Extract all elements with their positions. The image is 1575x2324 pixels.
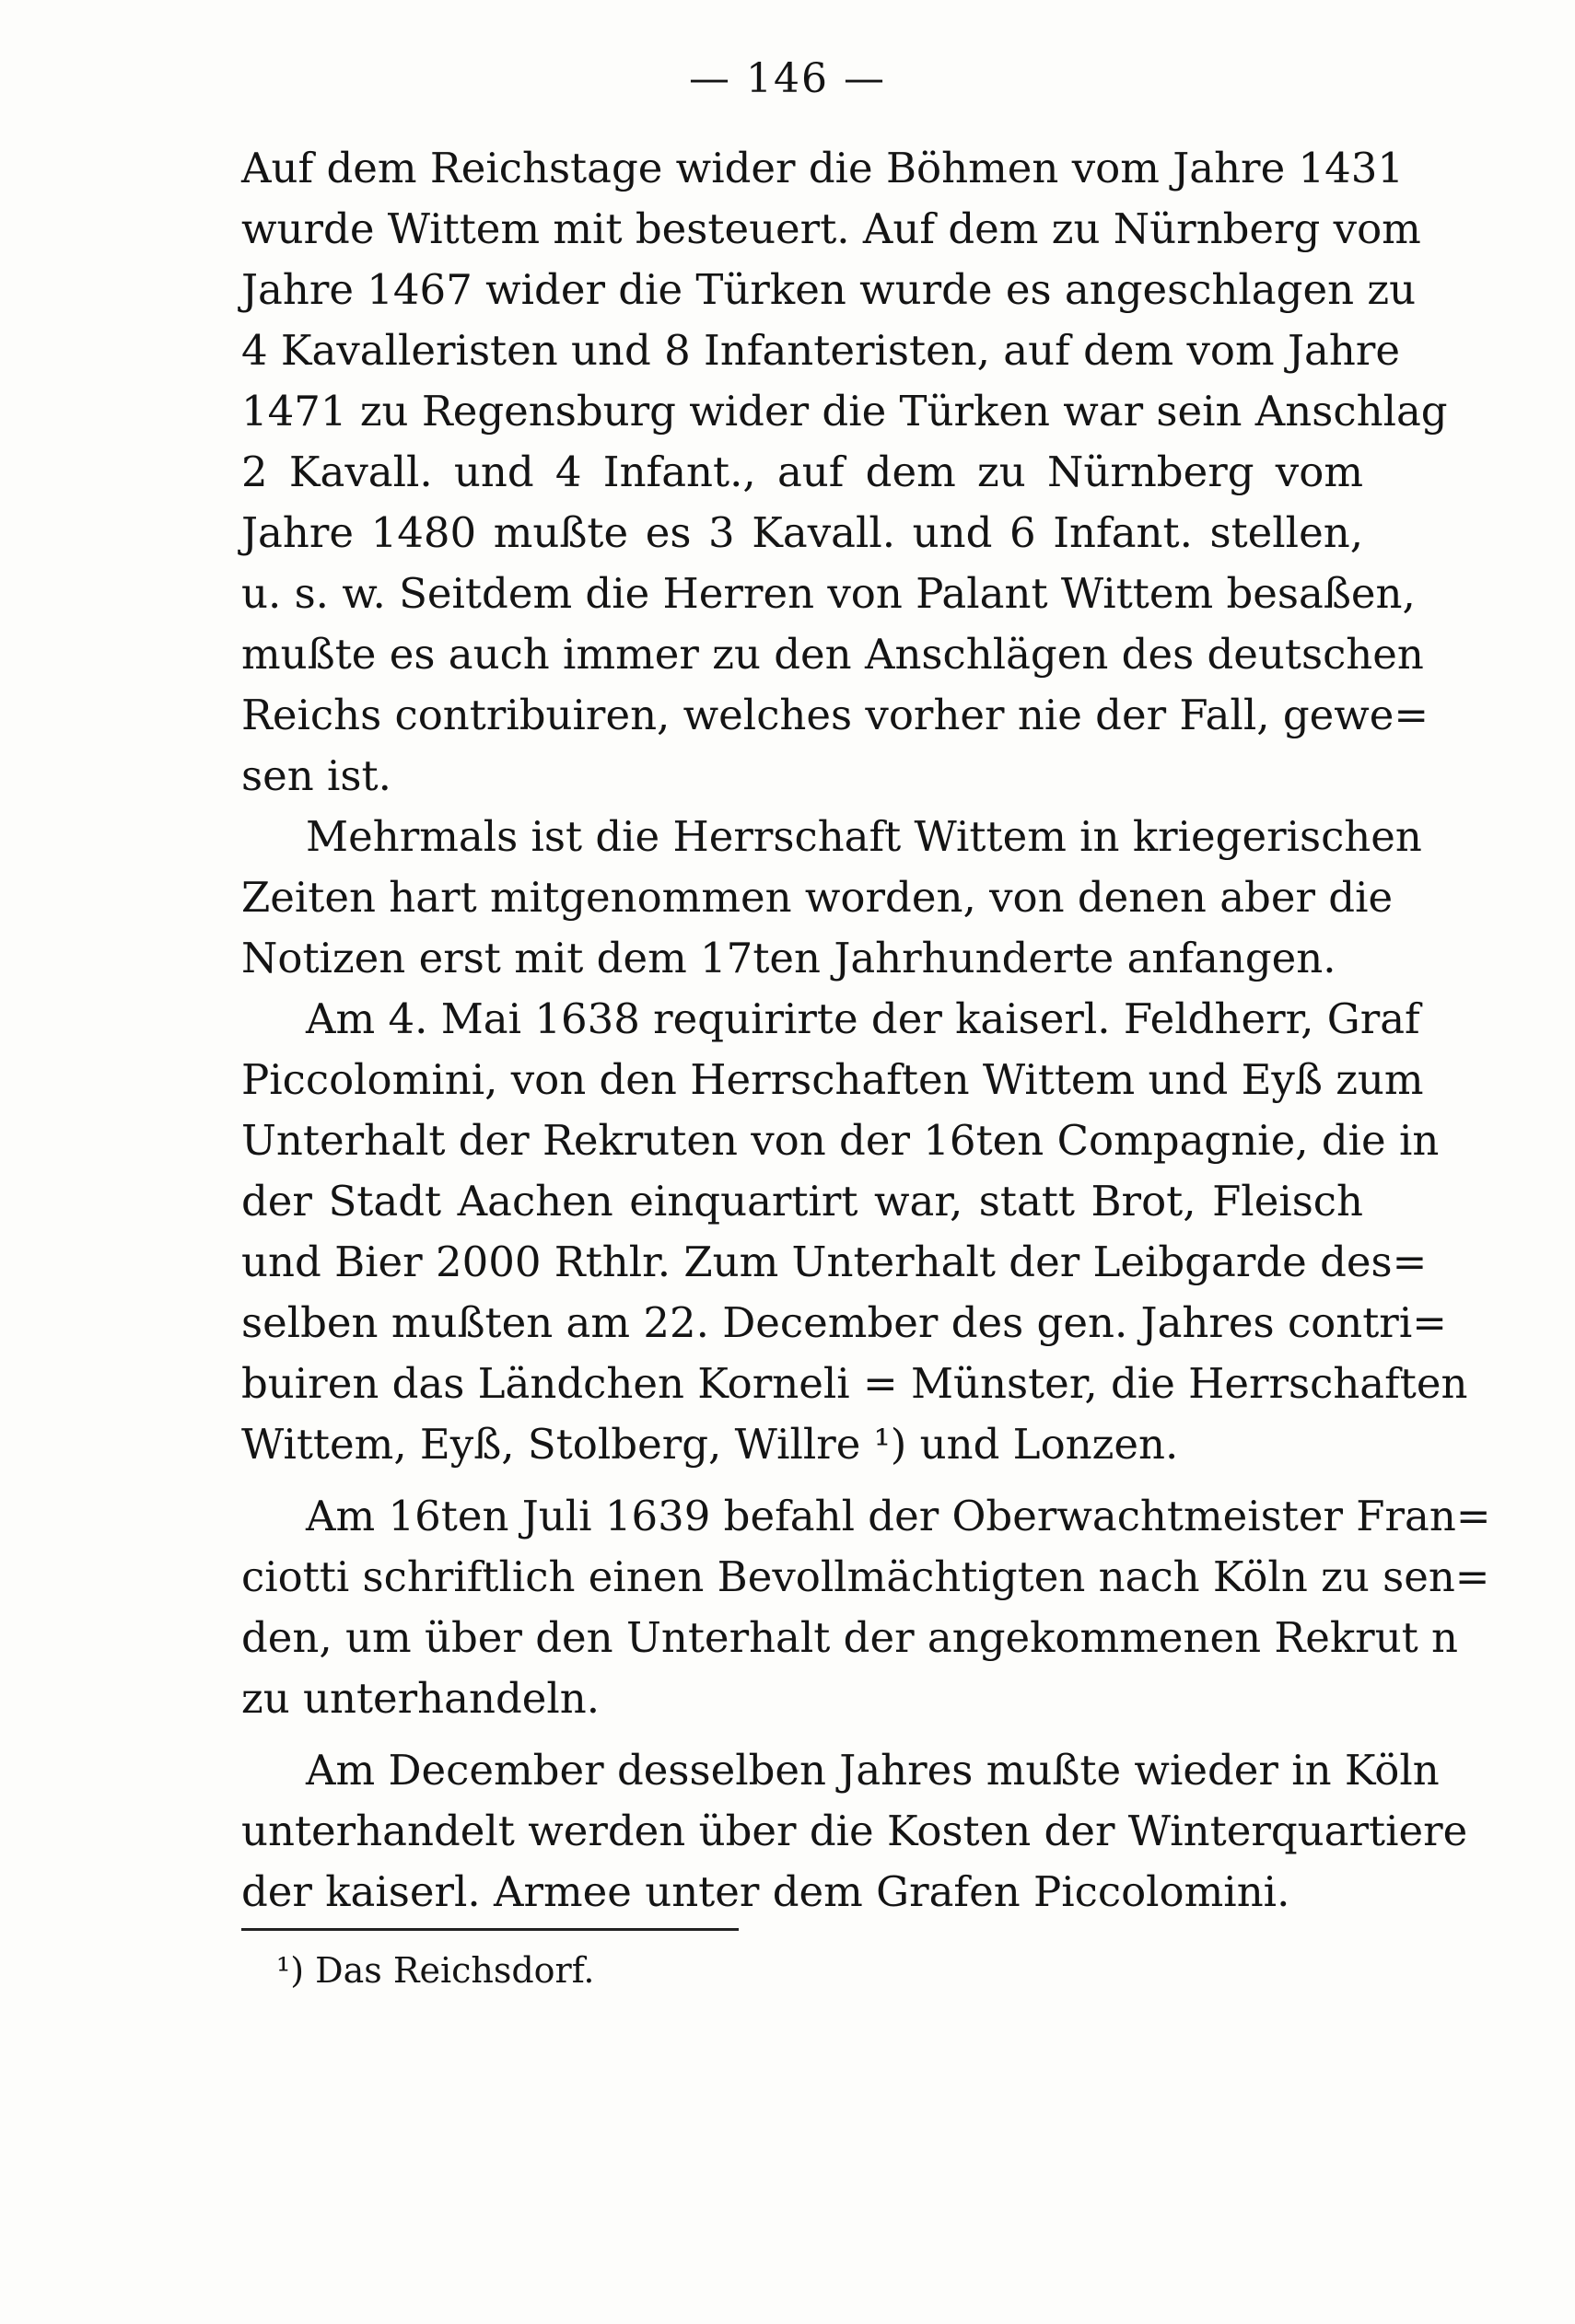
text-line: Unterhalt der Rekruten von der 16ten Compagnie, die in <box>241 1116 1440 1165</box>
footnote-divider <box>241 1928 739 1931</box>
text-line: Zeiten hart mitgenommen worden, von denen aber die <box>241 873 1394 922</box>
text-line: Jahre 1467 wider die Türken wurde es angeschlagen zu <box>241 265 1417 314</box>
text-line: der Stadt Aachen einquartirt war, statt Brot, Fleisch <box>241 1177 1363 1226</box>
text-line: mußte es auch immer zu den Anschlägen des deutschen <box>241 630 1424 679</box>
text-line: Notizen erst mit dem 17ten Jahrhunderte anfangen. <box>241 934 1336 982</box>
text-line: Am 16ten Juli 1639 befahl der Oberwachtmeister Fran= <box>306 1492 1491 1540</box>
text-line: Am 4. Mai 1638 requirirte der kaiserl. Feldherr, Graf <box>306 994 1420 1043</box>
page-number: — 146 — <box>689 55 886 102</box>
text-line: selben mußten am 22. December des gen. Jahres contri= <box>241 1298 1447 1347</box>
text-line: 2 Kavall. und 4 Infant., auf dem zu Nürnberg vom <box>241 447 1363 496</box>
text-line: Jahre 1480 mußte es 3 Kavall. und 6 Infant. stellen, <box>241 508 1363 557</box>
text-line: 1471 zu Regensburg wider die Türken war sein Anschlag <box>241 387 1448 436</box>
text-line: Mehrmals ist die Herrschaft Wittem in kriegerischen <box>306 812 1422 861</box>
text-line: 4 Kavalleristen und 8 Infanteristen, auf dem vom Jahre <box>241 326 1400 375</box>
text-line: u. s. w. Seitdem die Herren von Palant Wittem besaßen, <box>241 569 1416 618</box>
footnote: ¹) Das Reichsdorf. <box>276 1950 595 1991</box>
text-line: unterhandelt werden über die Kosten der Winterquartiere <box>241 1807 1468 1855</box>
text-line: Reichs contribuiren, welches vorher nie der Fall, gewe= <box>241 691 1429 739</box>
text-line: buiren das Ländchen Korneli = Münster, die Herrschaften <box>241 1359 1468 1408</box>
text-line: der kaiserl. Armee unter dem Grafen Piccolomini. <box>241 1867 1290 1916</box>
text-line: ciotti schriftlich einen Bevollmächtigten nach Köln zu sen= <box>241 1552 1490 1601</box>
text-line: wurde Wittem mit besteuert. Auf dem zu Nürnberg vom <box>241 204 1421 253</box>
text-line: Piccolomini, von den Herrschaften Wittem und Eyß zum <box>241 1055 1424 1104</box>
text-line: sen ist. <box>241 751 391 800</box>
text-line: und Bier 2000 Rthlr. Zum Unterhalt der Leibgarde des= <box>241 1238 1428 1286</box>
text-line: den, um über den Unterhalt der angekommenen Rekrut n <box>241 1613 1459 1662</box>
text-line: Am December desselben Jahres mußte wieder in Köln <box>306 1746 1440 1795</box>
text-line: Wittem, Eyß, Stolberg, Willre ¹) und Lonzen. <box>241 1420 1179 1469</box>
text-line: Auf dem Reichstage wider die Böhmen vom Jahre 1431 <box>241 144 1405 192</box>
text-line: zu unterhandeln. <box>241 1674 601 1723</box>
